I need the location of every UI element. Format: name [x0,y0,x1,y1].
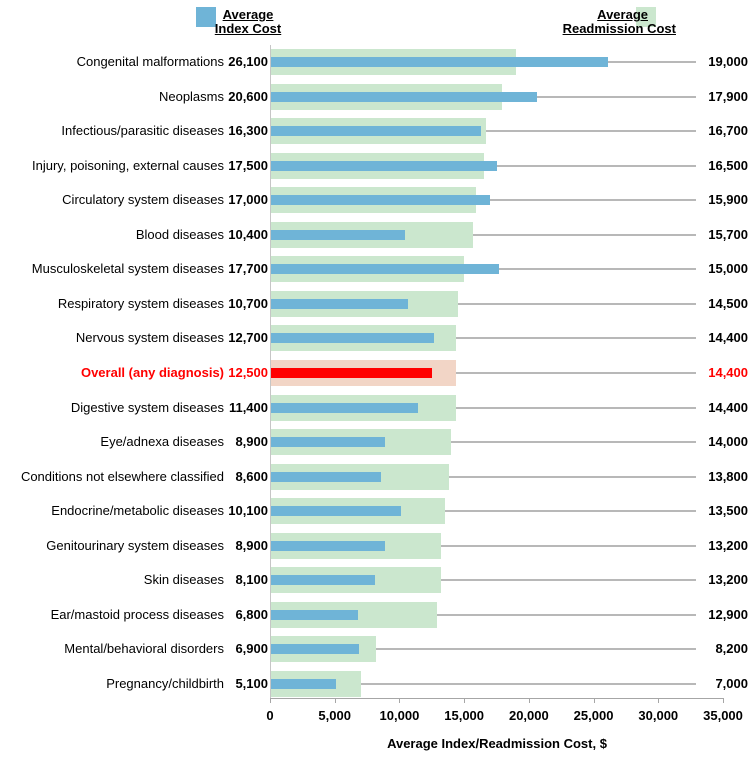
leader-line [497,165,696,167]
readmission-cost-value: 17,900 [708,88,748,104]
index-cost-value: 8,900 [235,434,268,450]
x-axis-title: Average Index/Readmission Cost, $ [387,736,607,751]
category-label: Circulatory system diseases [62,192,224,208]
legend-index-label-line2: Index Cost [214,21,282,36]
readmission-cost-value: 15,700 [708,226,748,242]
index-cost-bar [270,333,434,343]
index-cost-bar [270,161,497,171]
readmission-cost-value: 14,400 [708,364,748,380]
x-axis-tick-label: 30,000 [638,708,679,723]
index-cost-bar [270,610,358,620]
leader-line [456,407,696,409]
leader-line [445,510,696,512]
readmission-cost-value: 14,400 [708,330,748,346]
category-label: Pregnancy/childbirth [106,675,224,691]
x-axis-tick-label: 20,000 [508,708,549,723]
index-cost-value: 10,100 [228,503,268,519]
leader-line [376,648,696,650]
category-label: Musculoskeletal system diseases [31,261,224,277]
x-axis-tick-label: 10,000 [379,708,420,723]
readmission-cost-value: 16,500 [708,157,748,173]
readmission-cost-value: 12,900 [708,606,748,622]
category-label: Conditions not elsewhere classified [20,468,224,484]
x-axis-tick-label: 25,000 [573,708,614,723]
index-cost-bar [270,299,408,309]
readmission-cost-value: 8,200 [715,641,748,657]
category-label: Overall (any diagnosis) [80,364,224,380]
category-label: Injury, poisoning, external causes [32,157,224,173]
index-cost-value: 10,700 [228,295,268,311]
index-cost-value: 8,900 [235,537,268,553]
readmission-cost-value: 13,200 [708,572,748,588]
index-cost-value: 20,600 [228,88,268,104]
x-axis-line [270,698,724,699]
index-cost-value: 17,700 [228,261,268,277]
leader-line [441,579,696,581]
index-cost-value: 5,100 [235,675,268,691]
readmission-cost-value: 15,000 [708,261,748,277]
x-axis-tick-label: 15,000 [444,708,485,723]
readmission-cost-value: 13,500 [708,503,748,519]
leader-line [608,61,696,63]
index-cost-value: 16,300 [228,123,268,139]
index-cost-value: 6,800 [235,606,268,622]
legend-readmission-label-line1: Average [597,7,648,22]
readmission-cost-value: 16,700 [708,123,748,139]
category-label: Nervous system diseases [75,330,224,346]
category-label: Mental/behavioral disorders [64,641,224,657]
leader-line [456,337,696,339]
leader-line [456,372,696,374]
category-label: Respiratory system diseases [57,295,224,311]
index-cost-bar [270,264,499,274]
category-label: Infectious/parasitic diseases [61,123,224,139]
leader-line [451,441,696,443]
readmission-cost-value: 15,900 [708,192,748,208]
category-label: Congenital malformations [76,54,224,69]
leader-line [437,614,696,616]
readmission-cost-value: 13,200 [708,537,748,553]
leader-line [361,683,696,685]
readmission-cost-value: 14,000 [708,434,748,450]
index-cost-value: 26,100 [228,54,268,69]
index-cost-bar [270,368,432,378]
leader-line [537,96,696,98]
x-axis-tick-label: 5,000 [318,708,351,723]
leader-line [473,234,696,236]
index-cost-bar [270,644,359,654]
readmission-cost-value: 7,000 [715,675,748,691]
category-label: Ear/mastoid process diseases [50,606,224,622]
index-cost-bar [270,679,336,689]
leader-line [490,199,696,201]
index-cost-value: 8,600 [235,468,268,484]
index-cost-value: 11,400 [228,399,268,415]
index-cost-value: 12,500 [228,364,268,380]
leader-line [441,545,696,547]
index-cost-value: 8,100 [235,572,268,588]
y-axis-line [270,45,271,698]
index-cost-value: 6,900 [235,641,268,657]
x-axis-tick-label: 0 [266,708,274,723]
category-label: Genitourinary system diseases [46,537,224,553]
index-cost-bar [270,230,405,240]
category-label: Blood diseases [135,226,224,242]
leader-line [449,476,696,478]
index-cost-value: 10,400 [228,226,268,242]
index-cost-bar [270,506,401,516]
category-label: Neoplasms [158,88,224,104]
readmission-cost-value: 14,500 [708,295,748,311]
category-label: Digestive system diseases [70,399,224,415]
legend-readmission-label-line2: Readmission Cost [562,21,676,36]
index-cost-bar [270,472,381,482]
readmission-cost-value: 19,000 [708,54,748,69]
index-cost-value: 12,700 [228,330,268,346]
index-cost-bar [270,92,537,102]
readmission-cost-value: 13,800 [708,468,748,484]
index-cost-bar [270,403,418,413]
index-cost-value: 17,500 [228,157,268,173]
index-cost-bar [270,575,375,585]
index-cost-bar [270,195,490,205]
leader-line [499,268,696,270]
leader-line [458,303,696,305]
index-cost-bar [270,541,385,551]
category-label: Skin diseases [143,572,224,588]
leader-line [486,130,696,132]
index-cost-bar [270,126,481,136]
index-cost-bar [270,57,608,67]
category-label: Eye/adnexa diseases [100,434,224,450]
x-axis-tick-label: 35,000 [703,708,743,723]
index-cost-bar [270,437,385,447]
legend-index-label-line1: Average [222,7,274,22]
readmission-cost-value: 14,400 [708,399,748,415]
index-cost-value: 17,000 [228,192,268,208]
category-label: Endocrine/metabolic diseases [51,503,224,519]
